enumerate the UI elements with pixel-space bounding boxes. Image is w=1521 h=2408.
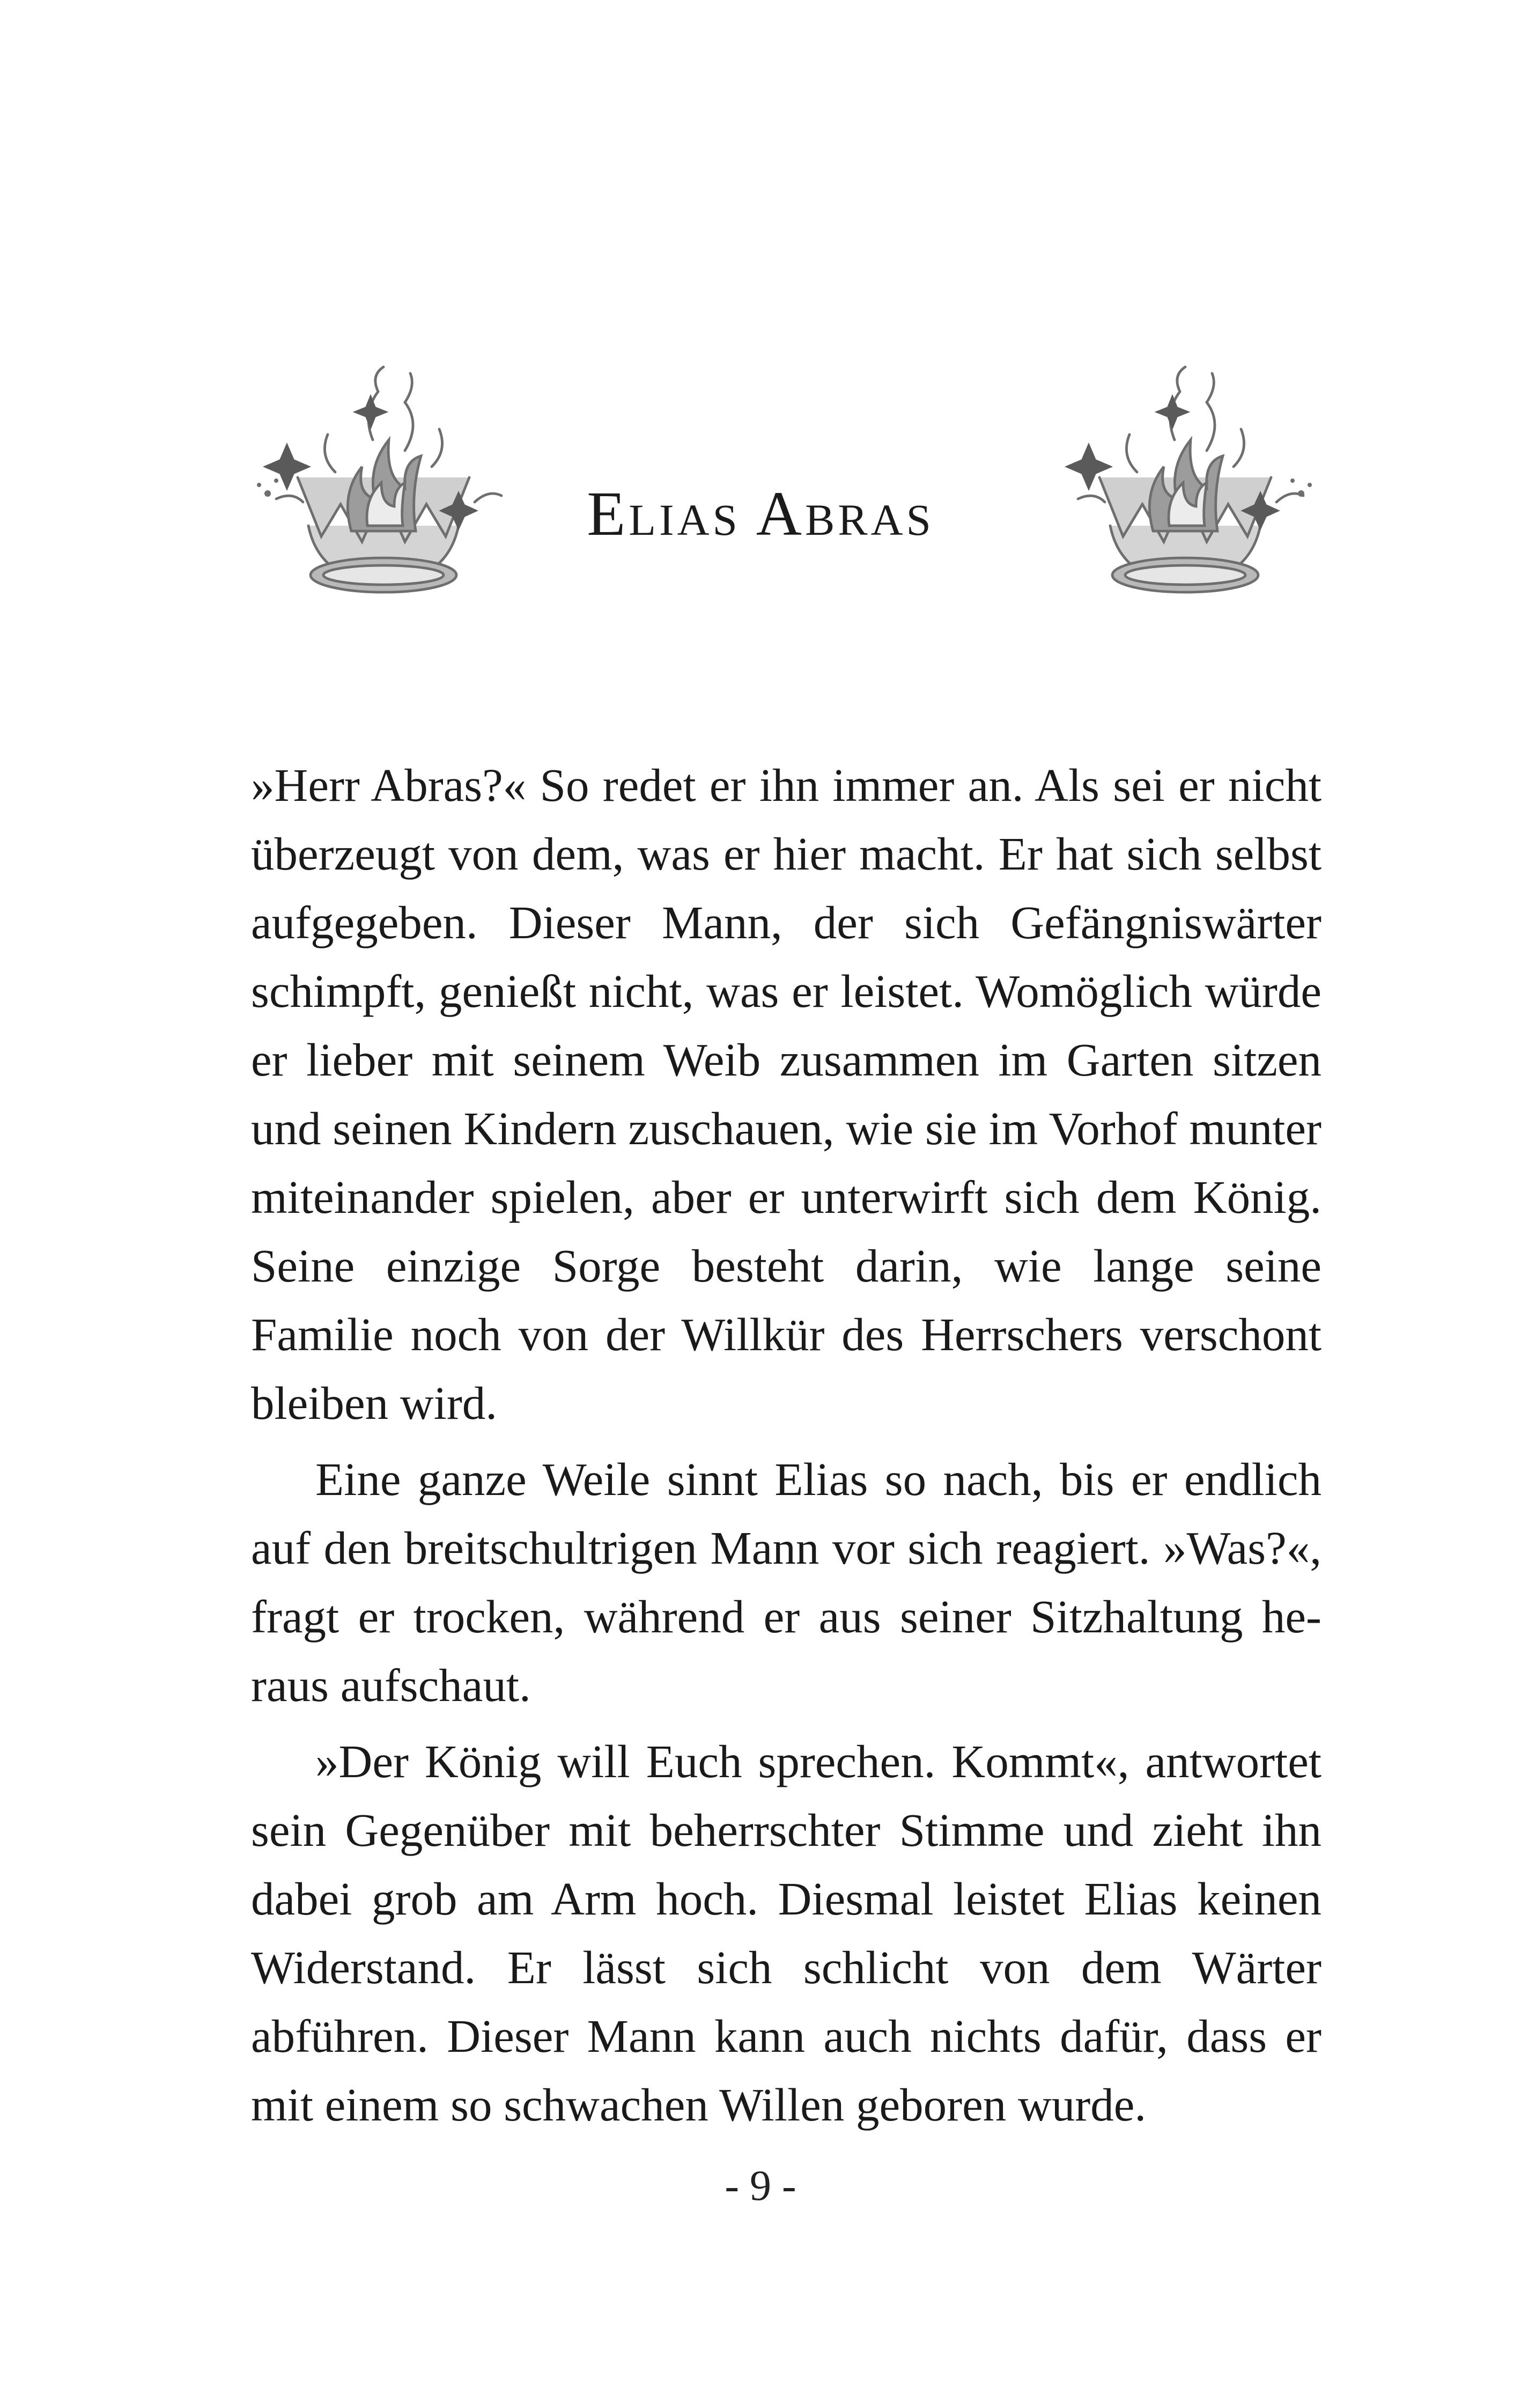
chapter-title: Elias Abras	[587, 478, 934, 549]
paragraph: »Der König will Euch sprechen. Kommt«, antwortet sein Gegenüber mit beherrschter Stimme und zieht ihn dabei grob am Arm hoch. Diesmal leistet Elias keinen Widerstand. Er lässt sich schlicht von dem Wärter abführen. Dieser Mann kann auch nichts dafür, dass er mit einem so schwachen Willen geboren wurde.	[251, 1735, 1321, 2131]
paragraph: »Herr Abras?« So redet er ihn immer an. Als sei er nicht überzeugt von dem, was er hier macht. Er hat sich selbst aufgegeben. Dieser Mann, der sich Gefängniswärter schimpft, genießt nicht, was er leistet. Womöglich würde er lieber mit seinem Weib zusammen im Garten sitzen und seinen Kindern zuschauen, wie sie im Vorhof munter miteinander spielen, aber er unterwirft sich dem König. Seine einzige Sorge besteht darin, wie lange seine Familie noch von der Willkür des Herrschers verschont bleiben wird.	[251, 759, 1321, 1429]
chapter-header	[0, 365, 1521, 612]
chapter-body	[251, 751, 1321, 2139]
flaming-crown-icon	[1046, 365, 1325, 612]
page-number: - 9 -	[725, 2162, 796, 2210]
paragraph: Eine ganze Weile sinnt Elias so nach, bis er endlich auf den breitschultrigen Mann vor sich reagiert. »Was?«, fragt er trocken, während er aus seiner Sitzhaltung heraus aufschaut.	[251, 1453, 1321, 1711]
